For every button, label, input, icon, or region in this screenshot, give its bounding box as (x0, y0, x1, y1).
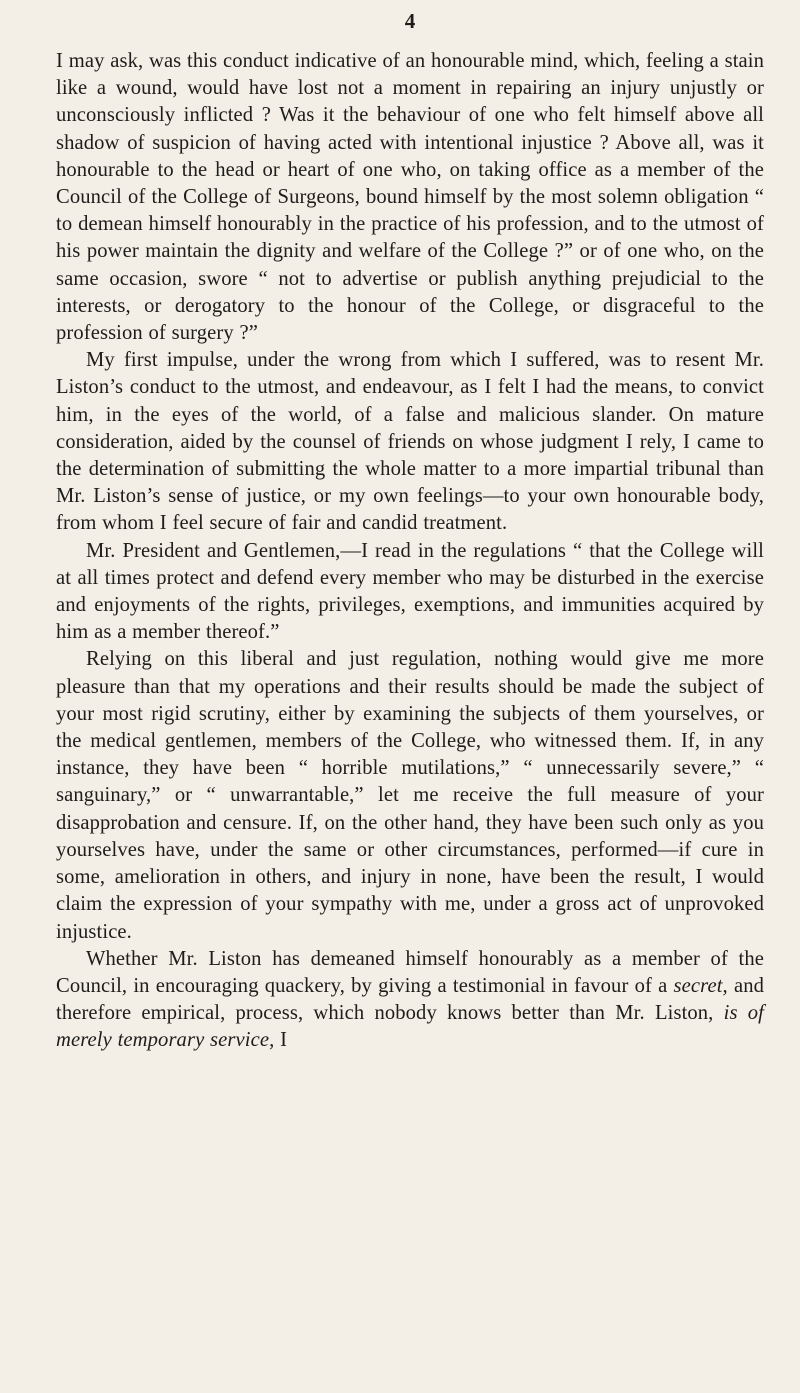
page-number: 4 (404, 9, 416, 33)
paragraph-5 (56, 946, 764, 1055)
paragraph-1 (56, 48, 764, 347)
paragraph-3 (56, 538, 764, 647)
paragraph-text: Whether Mr. Liston has demeaned himself honourably as a member of the Council, in encouraging quackery, by giving a testimonial in favour of a (56, 947, 764, 997)
paragraph-2 (56, 347, 764, 537)
paragraph-text: My first impulse, under the wrong from which I suffered, was to resent Mr. Liston’s conduct to the utmost, and endeavour, as I felt I had the means, to convict him, in the eyes of the world, of a false and malicious slander. On mature consideration, aided by the counsel of friends on whose judgment I rely, I came to the determination of submitting the whole matter to a more impartial tribunal than Mr. Liston’s sense of justice, or my own feelings—to your own honourable body, from whom I feel secure of fair and candid treatment. (56, 349, 764, 535)
paragraph-text: Mr. President and Gentlemen,—I read in the regulations “ that the College will at all times protect and defend every member who may be disturbed in the exercise and enjoyments of the rights, privileges, exemptions, and immunities acquired by him as a member thereof.” (56, 539, 764, 644)
paragraph-text: I may ask, was this conduct indicative of an honourable mind, which, feeling a stain like a wound, would have lost not a moment in repairing an injury unjustly or unconsciously inflicted ? Was it the behaviour of one who felt himself above all shadow of suspicion of having acted with intentional injustice ? Above all, was it honourable to the head or heart of one who, on taking office as a member of the Council of the College of Surgeons, bound himself by the most solemn obligation “ to demean himself honourably in the practice of his profession, and to the utmost of his power maintain the dignity and welfare of the College ?” or of one who, on the same occasion, swore “ not to advertise or publish anything prejudicial to the interests, or derogatory to the honour of the College, or disgraceful to the profession of surgery ?” (56, 50, 764, 345)
paragraph-text: and therefore empirical, process, which nobody knows better than Mr. Liston, (56, 974, 764, 1025)
paragraph-text: Relying on this liberal and just regulation, nothing would give me more pleasure than that my operations and their results should be made the subject of your most rigid scrutiny, either by examining the subjects of them yourselves, or the medical gentlemen, members of the College, who witnessed them. If, in any instance, they have been “ horrible mutilations,” “ unnecessarily severe,” “ sanguinary,” or “ unwarrantable,” let me receive the full measure of your disapprobation and censure. If, on the other hand, they have been such only as you yourselves have, under the same or other circumstances, performed—if cure in some, amelioration in others, and injury in none, have been the result, I would claim the expression of your sympathy with me, under a gross act of unprovoked injustice. (56, 648, 764, 943)
paragraph-text: I (274, 1029, 288, 1052)
paragraph-4 (56, 646, 764, 945)
italic-text: is of merely temporary service, (56, 1002, 764, 1052)
italic-text: secret, (673, 974, 728, 997)
